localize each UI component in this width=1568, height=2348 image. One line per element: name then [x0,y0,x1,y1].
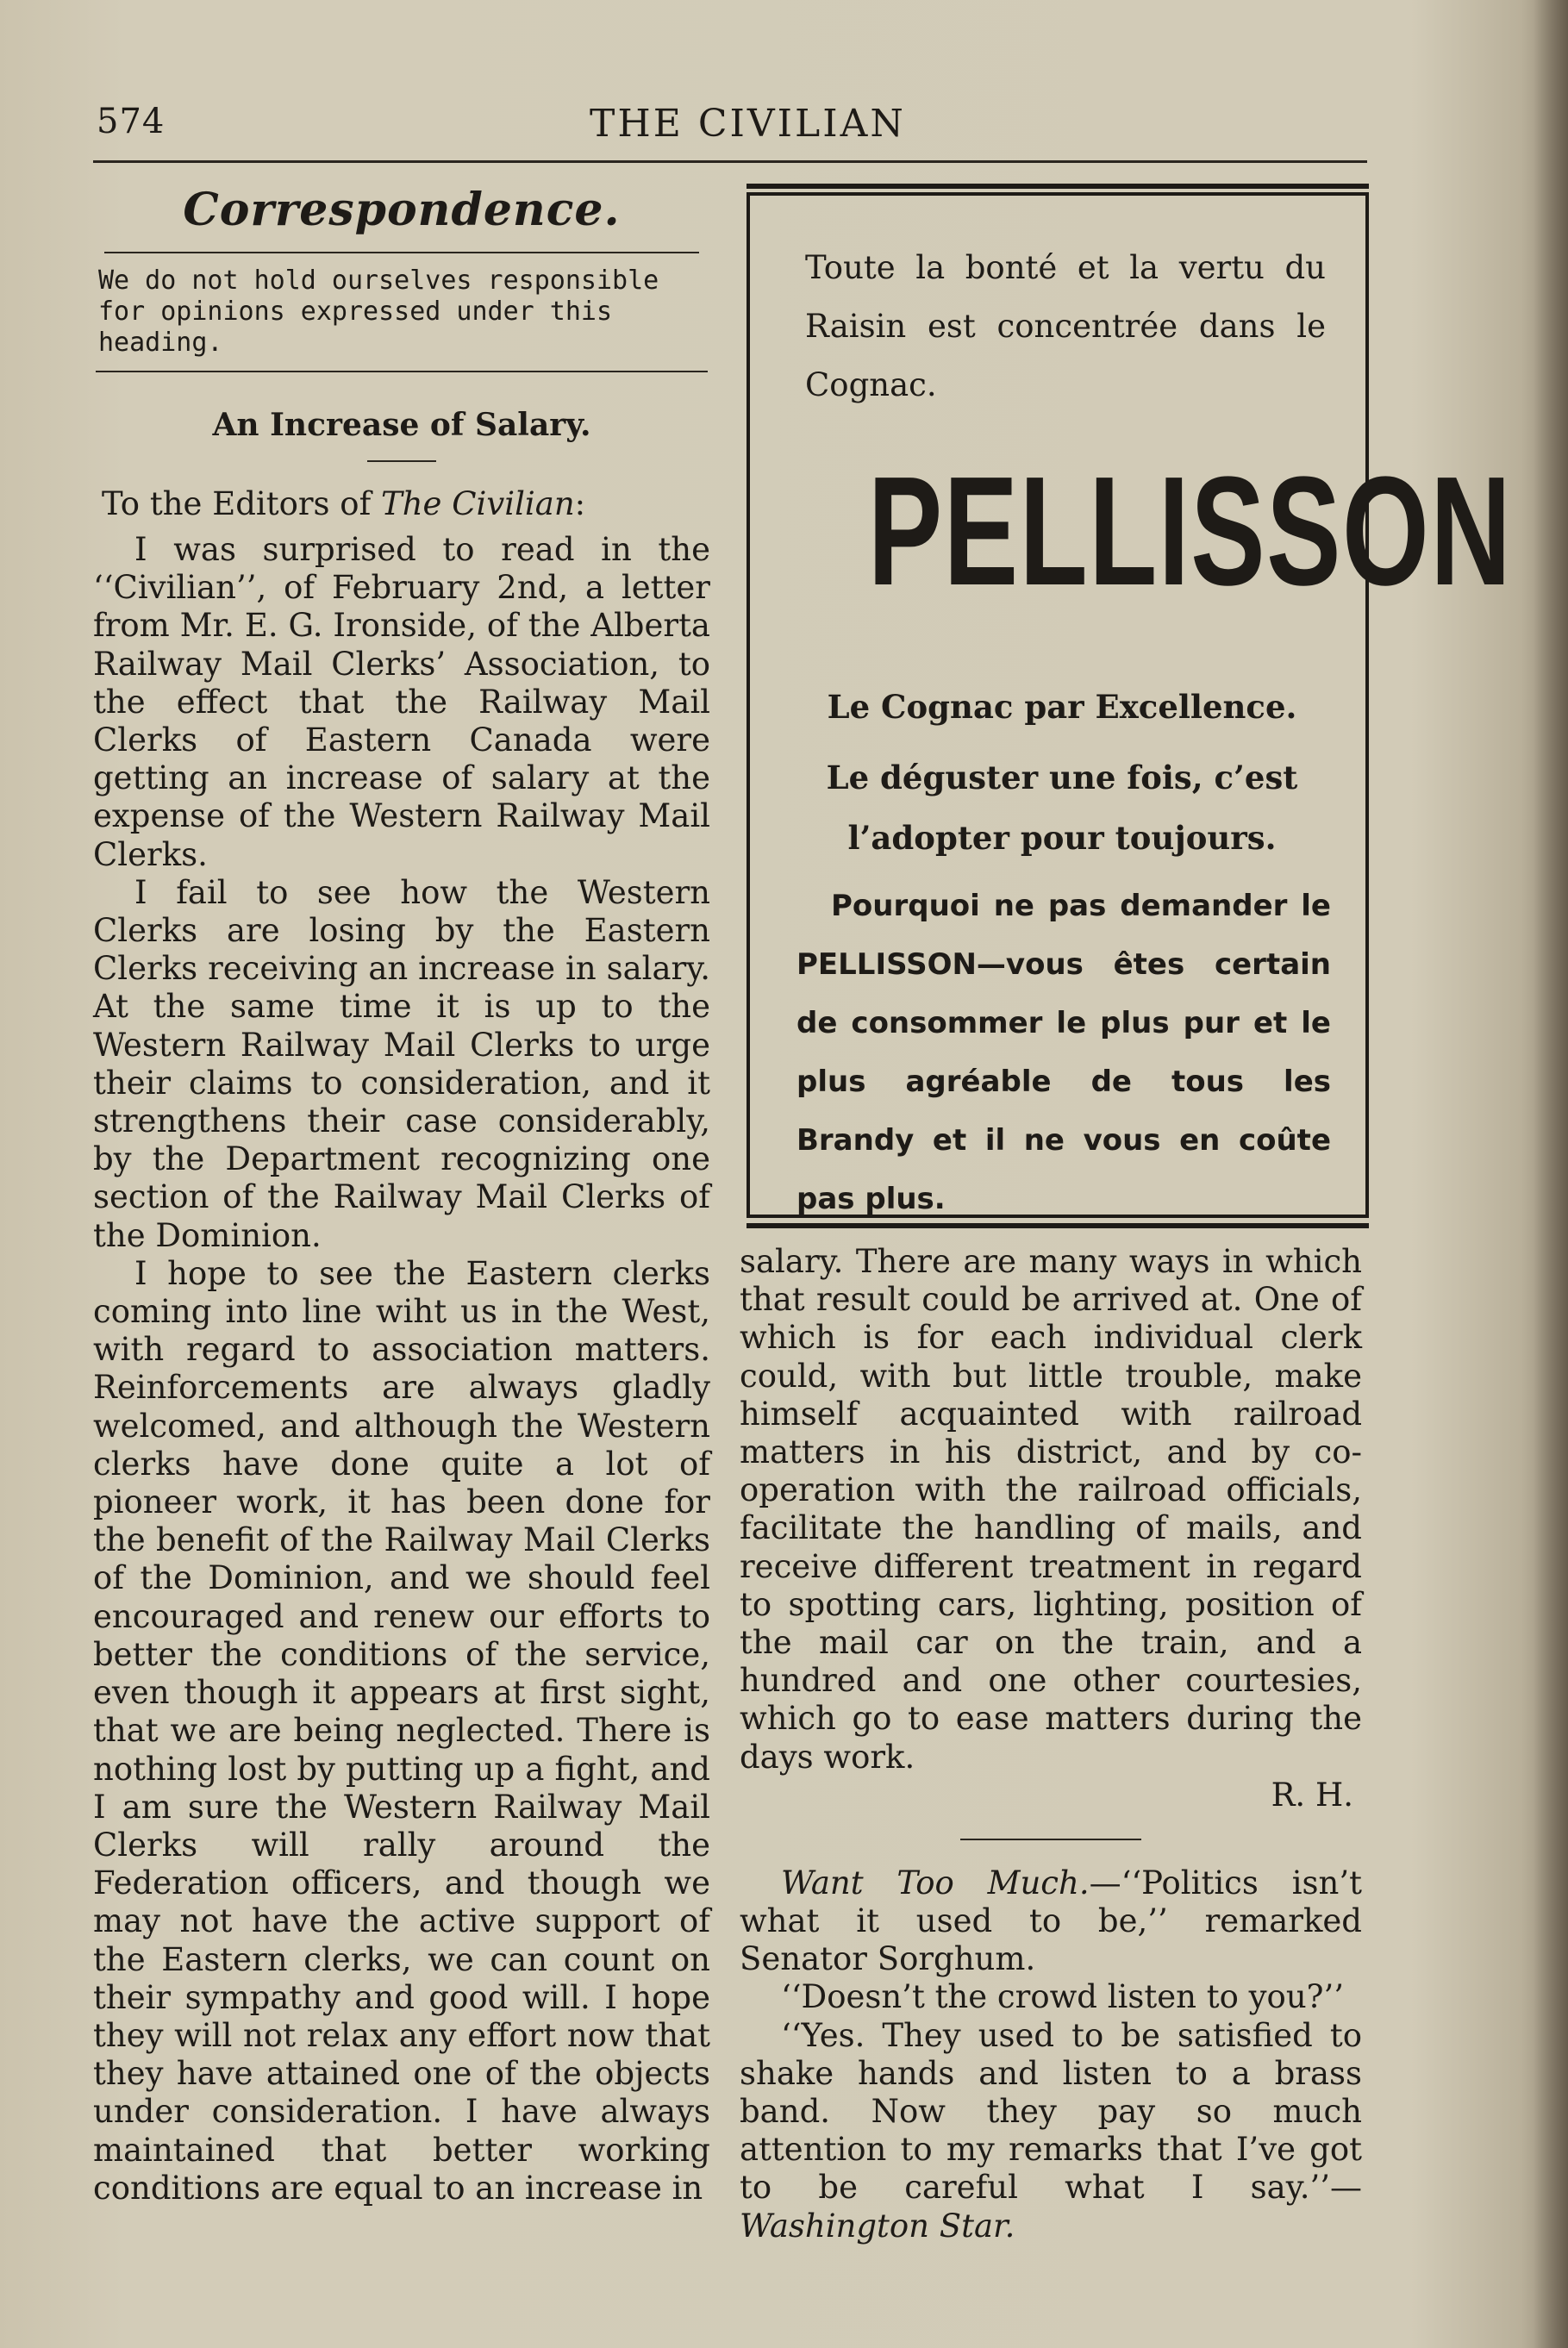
title-rule [367,460,436,462]
ad-body [796,877,1331,1228]
letter-paragraph-2: I fail to see how the Western Clerks are losing by the Eastern Clerks receiving an increase in salary. At the same time it is up to the Western Railway Mail Clerks to urge their claims to consideration, and it strengthens their case considerably, by the Department recognizing one section of the Railway Mail Clerks of the Dominion. [93,873,710,1254]
left-column [93,177,710,2207]
page-binding-shadow [1534,0,1568,2348]
ad-body-text: Pourquoi ne pas demander le PELLISSON—vous êtes certain de consommer le plus pur et le plus agréable de tous les Brandy et il ne vous en coûte pas plus. [796,889,1331,1216]
anecdote-source-end: . [1004,2207,1015,2245]
salutation-publication: The Civilian [381,485,575,522]
letter-paragraph-1: I was surprised to read in the ‘‘Civilian’’, of February 2nd, a letter from Mr. E. G. Ironside, of the Alberta Railway Mail Clerks’ Association, to the effect that the Railway Mail Clerks of Eastern Canada were getting an increase of salary at the expense of the Western Railway Mail Clerks. [93,531,710,873]
page-number: 574 [97,102,166,141]
ad-brand-name: PELLISSON [867,445,1513,618]
right-column [740,1243,1362,2245]
letter-paragraph-3-part-1: I hope to see the Eastern clerks coming into line wiht us in the West, with regard to association matters. Reinforcements are always gladly welcomed, and although the Western clerks have done quite a lot of pioneer work, it has been done for the benefit of the Railway Mail Clerks of the Dominion, and we should feel encouraged and renew our efforts to better the conditions of the service, even though it appears at first sight, that we are being neglected. There is nothing lost by putting up a fight, and I am sure the Western Railway Mail Clerks will rally around the Federation officers, and though we may not have the active support of the Eastern clerks, we can count on their sympathy and good will. I hope they will not relax any effort now that they have attained one of the objects under consideration. I have always maintained that better working conditions are equal to an increase in [93,1254,710,2207]
salutation-prefix: To the Editors of [102,485,382,522]
anecdote-source: Washington Star [740,2207,1005,2245]
salutation [102,484,710,524]
section-rule-bottom [96,371,708,372]
anecdote-paragraph-3 [740,2017,1362,2245]
letter-signature: R. H. [1271,1776,1353,1814]
section-heading: Correspondence. [183,184,621,236]
pellisson-advertisement [747,192,1513,1218]
ad-top-bar [747,184,1369,189]
ad-intro: Toute la bonté et la vertu du Raisin est concentrée dans le Cognac. [805,249,1326,403]
anecdote-paragraph-1 [740,1864,1362,1979]
salutation-suffix: : [574,485,586,522]
header-rule [93,160,1367,163]
article-divider [960,1839,1141,1840]
anecdote-title: Want Too Much. [781,1864,1090,1902]
ad-bottom-bar [747,1223,1369,1228]
anecdote-paragraph-2: ‘‘Doesn’t the crowd listen to you?’’ [781,1978,1345,2016]
letter-title: An Increase of Salary. [212,407,591,443]
section-rule-top [104,252,699,253]
letter-paragraph-3-part-2: salary. There are many ways in which that result could be arrived at. One of which is for each individual clerk could, with but little trouble, make himself acquainted with railroad matters in his district, and by co-operation with the railroad officials, facilitate the handling of mails, and receive different treatment in regard to spotting cars, lighting, position of the mail car on the train, and a hundred and one other courtesies, which go to ease matters during the days work. [740,1243,1362,1776]
running-head: THE CIVILIAN [590,102,906,146]
anecdote-line-3: ‘‘Yes. They used to be satisfied to shake hands and listen to a brass band. Now they pay so much attention to my remarks that I’ve got to be careful what I say.’’— [740,2016,1362,2207]
ad-tagline-2: Le déguster une fois, c’est l’adopter pour toujours. [826,759,1298,857]
ad-tagline-1: Le Cognac par Excellence. [827,688,1297,726]
disclaimer: We do not hold ourselves responsible for opinions expressed under this heading. [98,265,659,358]
anecdote-line-1: —‘‘Politics isn’t what it used to be,’’ remarked Senator Sorghum. [740,1864,1362,1978]
